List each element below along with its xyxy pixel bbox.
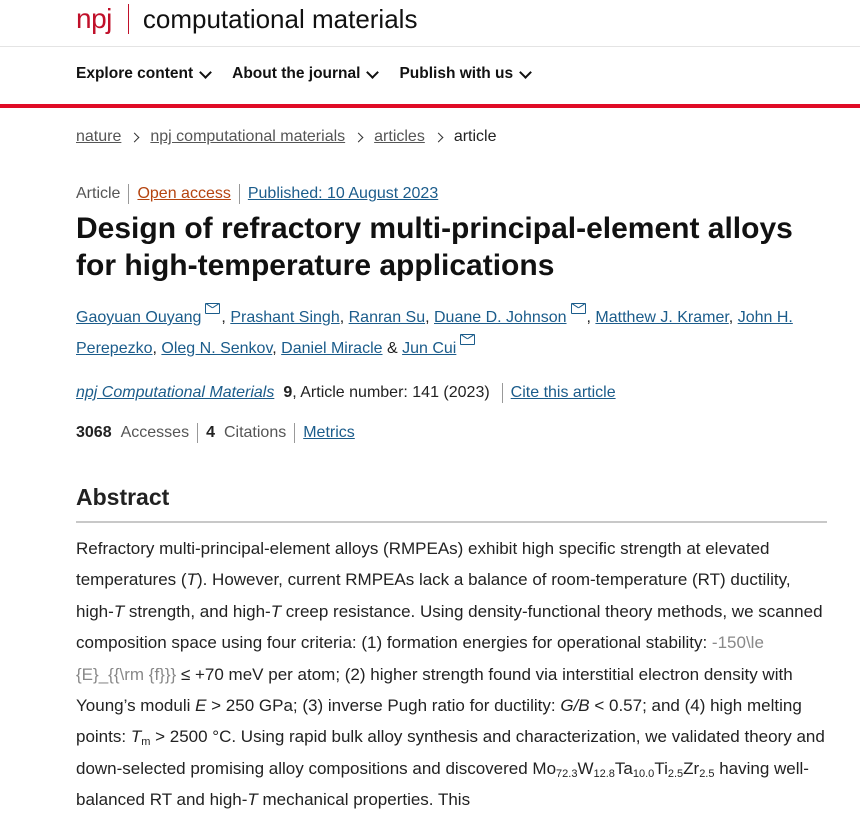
- nav-about-journal[interactable]: [232, 65, 377, 83]
- open-access-link[interactable]: Open access: [137, 185, 231, 202]
- journal-link[interactable]: npj Computational Materials: [76, 384, 275, 401]
- chevron-down-icon: [519, 66, 532, 79]
- author-separator: ,: [221, 309, 231, 326]
- cite-this-article-link[interactable]: Cite this article: [510, 384, 616, 401]
- author-separator: ,: [586, 309, 596, 326]
- divider: [502, 383, 503, 403]
- alloy-formula: $Mo_{72.3}W_{12.8}Ta_{10.0}Ti_{2.5}Zr_{2.5}$: [532, 758, 715, 780]
- chevron-right-icon: [130, 132, 140, 142]
- divider: [197, 423, 198, 443]
- breadcrumb: [76, 128, 497, 146]
- unrendered-math: -150\le {E}_{{\rm {f}}}: [76, 633, 764, 684]
- nav-label: About the journal: [232, 65, 361, 82]
- chevron-right-icon: [354, 132, 364, 142]
- abstract-divider: [76, 521, 827, 523]
- author-link[interactable]: Daniel Miracle: [281, 340, 383, 357]
- chevron-down-icon: [199, 66, 212, 79]
- citations-count: 4: [206, 424, 215, 441]
- chevron-right-icon: [433, 132, 443, 142]
- logo-npj: npj: [76, 3, 112, 34]
- author-separator: ,: [339, 309, 349, 326]
- nav-label: Explore content: [76, 65, 194, 82]
- citations-label: Citations: [223, 424, 287, 441]
- article-title: Design of refractory multi-principal-element alloys for high-temperature applications: [76, 212, 793, 282]
- article-metrics: [76, 423, 355, 443]
- author-separator: ,: [728, 309, 738, 326]
- author-link[interactable]: Duane D. Johnson: [434, 309, 567, 326]
- published-date-link[interactable]: Published: 10 August 2023: [247, 185, 439, 202]
- author-link[interactable]: Jun Cui: [402, 340, 457, 357]
- author-link[interactable]: Ranran Su: [348, 309, 426, 326]
- author-list: [76, 302, 796, 364]
- citation-line: [76, 383, 616, 403]
- author-link[interactable]: Prashant Singh: [230, 309, 340, 326]
- nav-explore-content[interactable]: [76, 65, 210, 83]
- divider: [239, 184, 240, 204]
- metrics-link[interactable]: Metrics: [303, 424, 355, 441]
- article-type: Article: [76, 185, 121, 202]
- abstract-heading: Abstract: [76, 484, 170, 510]
- accesses-label: Accesses: [120, 424, 190, 441]
- article-meta: [76, 184, 438, 204]
- author-link[interactable]: Gaoyuan Ouyang: [76, 309, 202, 326]
- author-link[interactable]: Oleg N. Senkov: [161, 340, 273, 357]
- divider: [294, 423, 295, 443]
- nav-label: Publish with us: [399, 65, 514, 82]
- breadcrumb-journal[interactable]: npj computational materials: [150, 128, 346, 145]
- logo-divider: [128, 4, 129, 34]
- email-icon[interactable]: [205, 303, 220, 314]
- chevron-down-icon: [367, 66, 380, 79]
- email-icon[interactable]: [571, 303, 586, 314]
- breadcrumb-current: article: [453, 128, 497, 145]
- volume: 9: [283, 384, 293, 401]
- journal-logo[interactable]: [76, 4, 417, 34]
- author-separator: ,: [272, 340, 282, 357]
- author-link[interactable]: John H. Perepezko: [76, 309, 793, 357]
- author-separator: ,: [425, 309, 434, 326]
- breadcrumb-nature[interactable]: nature: [76, 128, 122, 145]
- divider: [128, 184, 129, 204]
- accesses-count: 3068: [76, 424, 112, 441]
- nav-publish-with-us[interactable]: [399, 65, 530, 83]
- abstract-text: Refractory multi-principal-element alloys (RMPEAs) exhibit high specific strength at elevated temperatures (T). However, current RMPEAs lack a balance of room-temperature (RT) ductility, high-T strength, and high-T creep resistance. Using density-functional theory methods, we scanned composition space using four criteria: (1) formation energies for operational stability: -150\le {E}_{{\rm {f}}} ≤ +70 meV per atom; (2) higher strength found via interstitial electron density with Young’s moduli E > 250 GPa; (3) inverse Pugh ratio for ductility: G/B < 0.57; and (4) high melting points: $T_m > 2500$ °C. Using rapid bulk alloy synthesis and characterization, we validated theory and down-selected promising alloy compositions and discovered $Mo_{72.3}W_{12.8}Ta_{10.0}Ti_{2.5}Zr_{2.5}$ having well-balanced RT and high-T mechanical properties. This: [76, 539, 825, 810]
- logo-journal-name: computational materials: [142, 4, 418, 34]
- main-nav: [0, 47, 860, 108]
- site-header: [0, 0, 860, 47]
- author-separator: &: [382, 340, 403, 357]
- email-icon[interactable]: [460, 334, 475, 345]
- author-link[interactable]: Matthew J. Kramer: [595, 309, 729, 326]
- breadcrumb-articles[interactable]: articles: [374, 128, 425, 145]
- article-number: , Article number: 141 (2023): [292, 384, 490, 401]
- author-separator: ,: [152, 340, 162, 357]
